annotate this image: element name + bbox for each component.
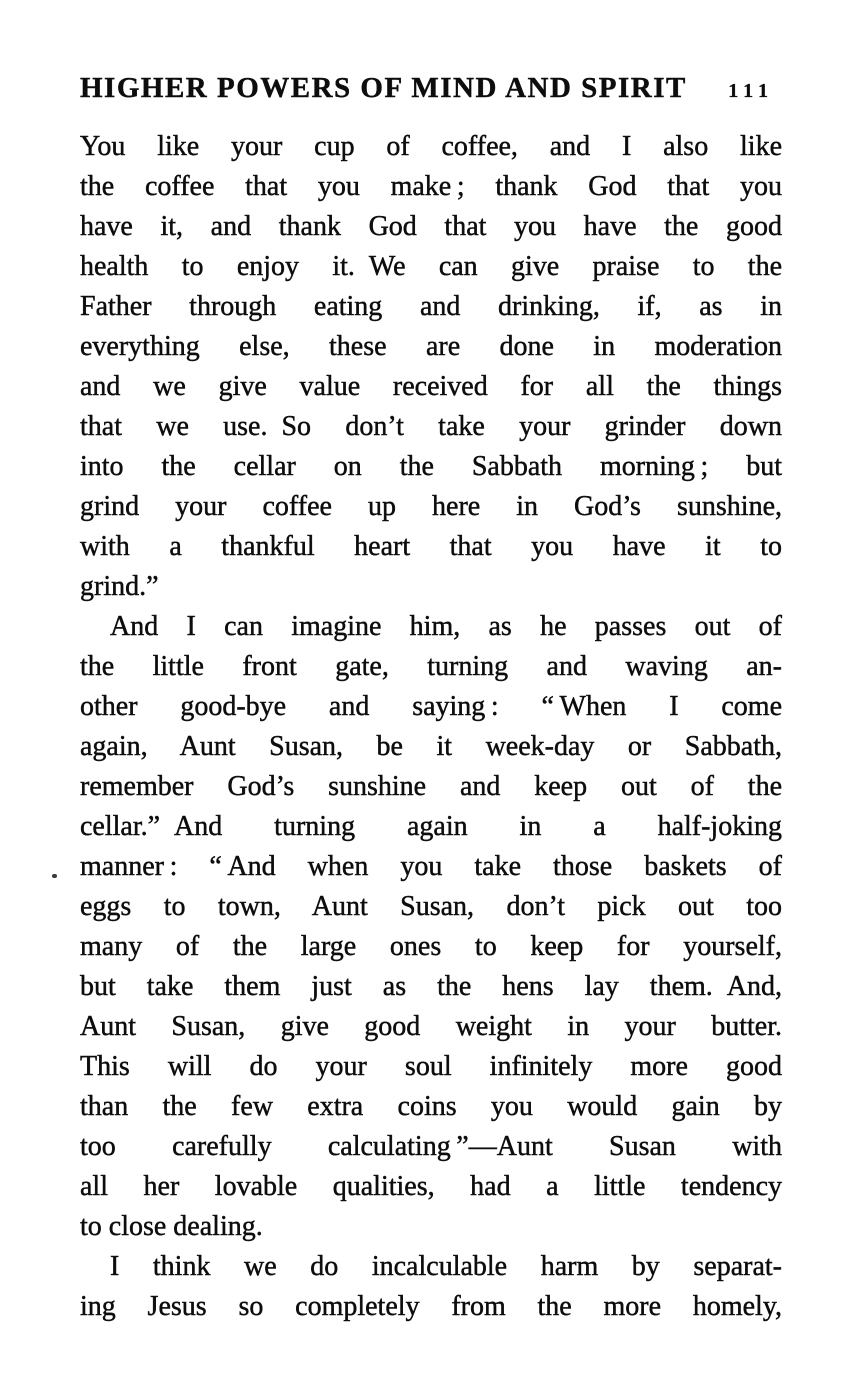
text-line: with a thankful heart that you have it to <box>80 531 782 562</box>
text-line: again, Aunt Susan, be it week-day or Sabbath, <box>80 731 782 762</box>
running-header <box>80 0 774 105</box>
text-line: cellar.” And turning again in a half-joking <box>80 811 782 842</box>
text-line: You like your cup of coffee, and I also like <box>80 131 782 162</box>
text-line: eggs to town, Aunt Susan, don’t pick out too <box>80 891 782 922</box>
text-line: Aunt Susan, give good weight in your butter. <box>80 1011 782 1042</box>
text-line: the coffee that you make ; thank God that you <box>80 171 782 202</box>
text-line: have it, and thank God that you have the good <box>80 211 782 242</box>
text-line: but take them just as the hens lay them. And, <box>80 971 782 1002</box>
text-line: many of the large ones to keep for yourself, <box>80 931 782 962</box>
text-line: that we use. So don’t take your grinder down <box>80 411 782 442</box>
text-line: and we give value received for all the things <box>80 371 782 402</box>
text-line: all her lovable qualities, had a little tendency <box>80 1171 782 1202</box>
text-line: remember God’s sunshine and keep out of the <box>80 771 782 802</box>
text-line: I think we do incalculable harm by separat- <box>110 1251 782 1282</box>
body-text <box>80 127 782 1327</box>
text-line: ing Jesus so completely from the more homely, <box>80 1291 782 1322</box>
text-line: Father through eating and drinking, if, as in <box>80 291 782 322</box>
text-line: than the few extra coins you would gain by <box>80 1091 782 1122</box>
ink-speck <box>52 874 57 878</box>
text-line: And I can imagine him, as he passes out of <box>110 611 782 642</box>
text-line: manner : “ And when you take those baskets of <box>80 851 782 882</box>
text-line: everything else, these are done in moderation <box>80 331 782 362</box>
text-line: too carefully calculating ”—Aunt Susan with <box>80 1131 782 1162</box>
page-number: 111 <box>728 80 774 102</box>
text-line: This will do your soul infinitely more good <box>80 1051 782 1082</box>
text-line: grind.” <box>80 571 159 602</box>
text-line: to close dealing. <box>80 1211 263 1242</box>
text-line: the little front gate, turning and waving an- <box>80 651 782 682</box>
text-line: grind your coffee up here in God’s sunshine, <box>80 491 782 522</box>
running-header-title: HIGHER POWERS OF MIND AND SPIRIT <box>80 72 687 104</box>
text-line: health to enjoy it. We can give praise to the <box>80 251 782 282</box>
text-line: other good-bye and saying : “ When I come <box>80 691 782 722</box>
text-line: into the cellar on the Sabbath morning ; but <box>80 451 782 482</box>
